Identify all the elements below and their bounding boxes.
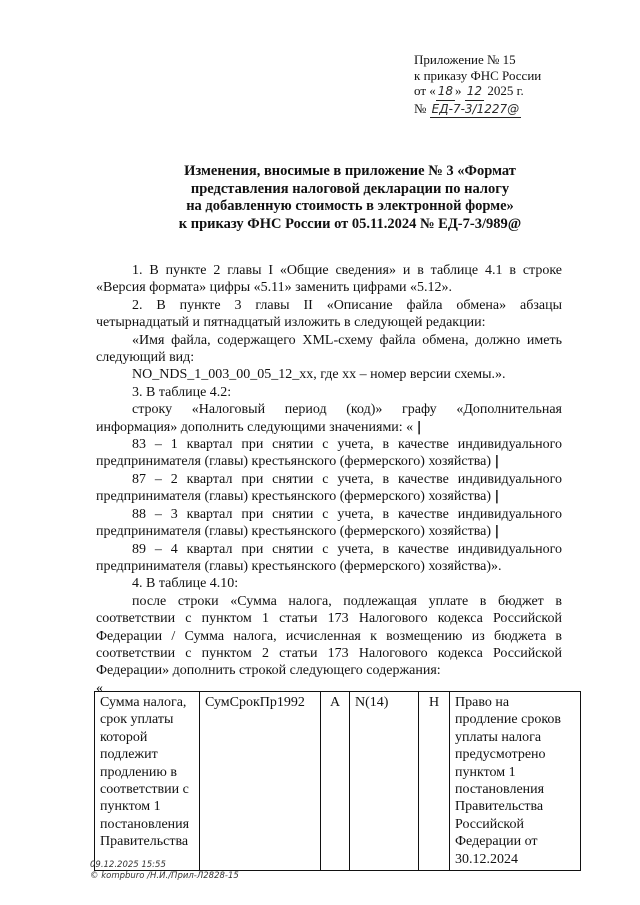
margin-mark: | [494,489,500,505]
handwritten-order-number: ЕД-7-3/1227@ [430,102,521,119]
paragraph-6: строку «Налоговый период (код)» графу «Дополнительная информация» дополнить следующими значениями: « | [96,402,562,435]
paragraph-12: после строки «Сумма налога, подлежащая уплате в бюджет в соответствии с пунктом 1 статьи 173 Налогового кодекса Российской Федерации / Сумма налога, исчисленная к возмещению из бюджета в соответствии с пунктом 2 статьи 173 Налогового кодекса Российской Федерации» дополнить строкой следующего содержания: [96,593,562,679]
paragraph-3: «Имя файла, содержащего XML-схему файла обмена, должно иметь следующий вид: [96,332,562,366]
appendix-order-number: № ЕД-7-3/1227@ [414,101,541,119]
paragraph-2: 2. В пункте 3 главы II «Описание файла обмена» абзацы четырнадцатый и пятнадцатый изложить в следующей редакции: [96,297,562,331]
footer-path: © kompburo /Н.И./Прил-Л2828-15 [90,871,239,881]
paragraph-10: 89 – 4 квартал при снятии с учета, в качестве индивидуального предпринимателя (главы) крестьянского (фермерского) хозяйства)». [96,541,562,574]
table-row [95,692,581,871]
appendix-date: от « 18 » 12 2025 г. [414,83,541,101]
table-cell-info: Право на продление сроков уплаты налога предусмотрено пунктом 1 постановления Правительства Российской Федерации от 30.12.2024 [450,692,581,871]
appendix-order-ref: к приказу ФНС России [414,67,542,83]
paragraph-7: 83 – 1 квартал при снятии с учета, в качестве индивидуального предпринимателя (главы) крестьянского (фермерского) хозяйства) | [96,437,562,470]
paragraph-1: 1. В пункте 2 главы I «Общие сведения» и в таблице 4.1 в строке «Версия формата» цифры «5.11» заменить цифрами «5.12». [96,263,562,296]
paragraph-5: 3. В таблице 4.2: [132,384,232,400]
paragraph-11: 4. В таблице 4.10: [132,576,239,592]
document-title: Изменения, вносимые в приложение № 3 «Формат представления налоговой декларации по налогу на добавленную стоимость в электронной форме» к приказу ФНС России от 05.11.2024 № ЕД-7-3/989@ [178,163,522,232]
paragraph-9: 88 – 3 квартал при снятии с учета, в качестве индивидуального предпринимателя (главы) крестьянского (фермерского) хозяйства) | [96,506,562,540]
page-footer [90,860,239,882]
appendix-number: Приложение № 15 [414,52,516,67]
margin-mark: | [494,524,500,540]
paragraph-13: « [96,680,103,696]
table-cell-type: А [321,692,350,871]
table-cell-name: Сумма налога, срок уплаты которой подлежит продлению в соответствии с пунктом 1 постановления Правительства [95,692,200,871]
table-cell-format: N(14) [350,692,419,871]
margin-mark: | [494,454,500,470]
handwritten-day: 18 [436,84,455,101]
table-cell-element: СумСрокПр1992 [200,692,321,871]
footer-timestamp: 09.12.2025 15:55 [90,860,166,870]
table-cell-required: Н [419,692,450,871]
handwritten-month: 12 [465,84,484,101]
appendix-header [414,52,541,118]
paragraph-8: 87 – 2 квартал при снятии с учета, в качестве индивидуального предпринимателя (главы) крестьянского (фермерского) хозяйства) | [96,471,562,505]
margin-mark: | [416,419,422,435]
paragraph-4: NO_NDS_1_003_00_05_12_xx, где xx – номер версии схемы.». [132,367,506,383]
inserted-table [94,691,581,871]
document-body [96,262,562,697]
